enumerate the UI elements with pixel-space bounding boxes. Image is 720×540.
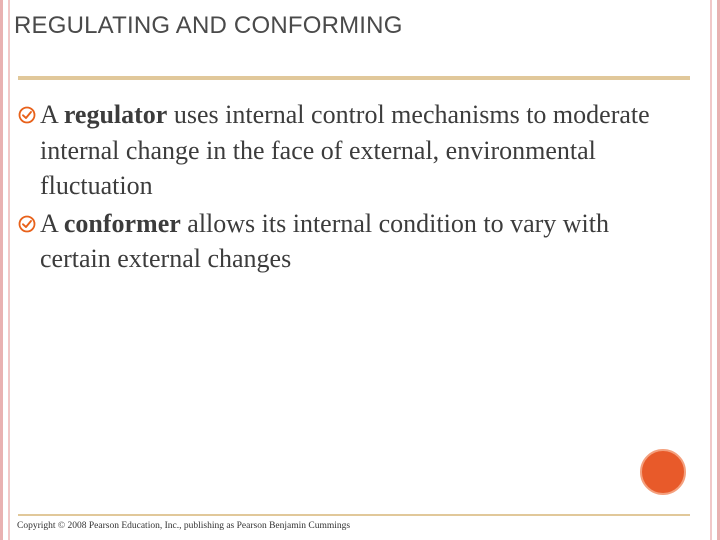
bullet-term: regulator [63, 100, 168, 129]
bullet-term: conformer [63, 208, 181, 238]
title-divider [18, 76, 690, 80]
circle-check-icon [18, 215, 36, 233]
slide-content [18, 97, 668, 279]
bullet-text: uses internal control mechanisms to moderate internal change in the face of external, environmental fluctuation [40, 100, 650, 200]
footer-divider [18, 514, 690, 516]
right-border-stripe-inner [710, 0, 712, 540]
left-border-stripe [0, 0, 3, 540]
circle-check-icon [18, 106, 36, 124]
bullet-text: allows its internal condition to vary with certain external changes [40, 208, 609, 273]
bullet-item-regulator [18, 97, 668, 204]
left-border-stripe-inner [8, 0, 10, 540]
bullet-item-conformer [18, 206, 668, 277]
slide-title: REGULATING AND CONFORMING [14, 12, 403, 39]
circle-icon [640, 449, 686, 495]
copyright-footer: Copyright © 2008 Pearson Education, Inc., publishing as Pearson Benjamin Cummings [17, 521, 351, 531]
bullet-prefix: A [40, 208, 64, 238]
bullet-prefix: A [40, 100, 64, 129]
